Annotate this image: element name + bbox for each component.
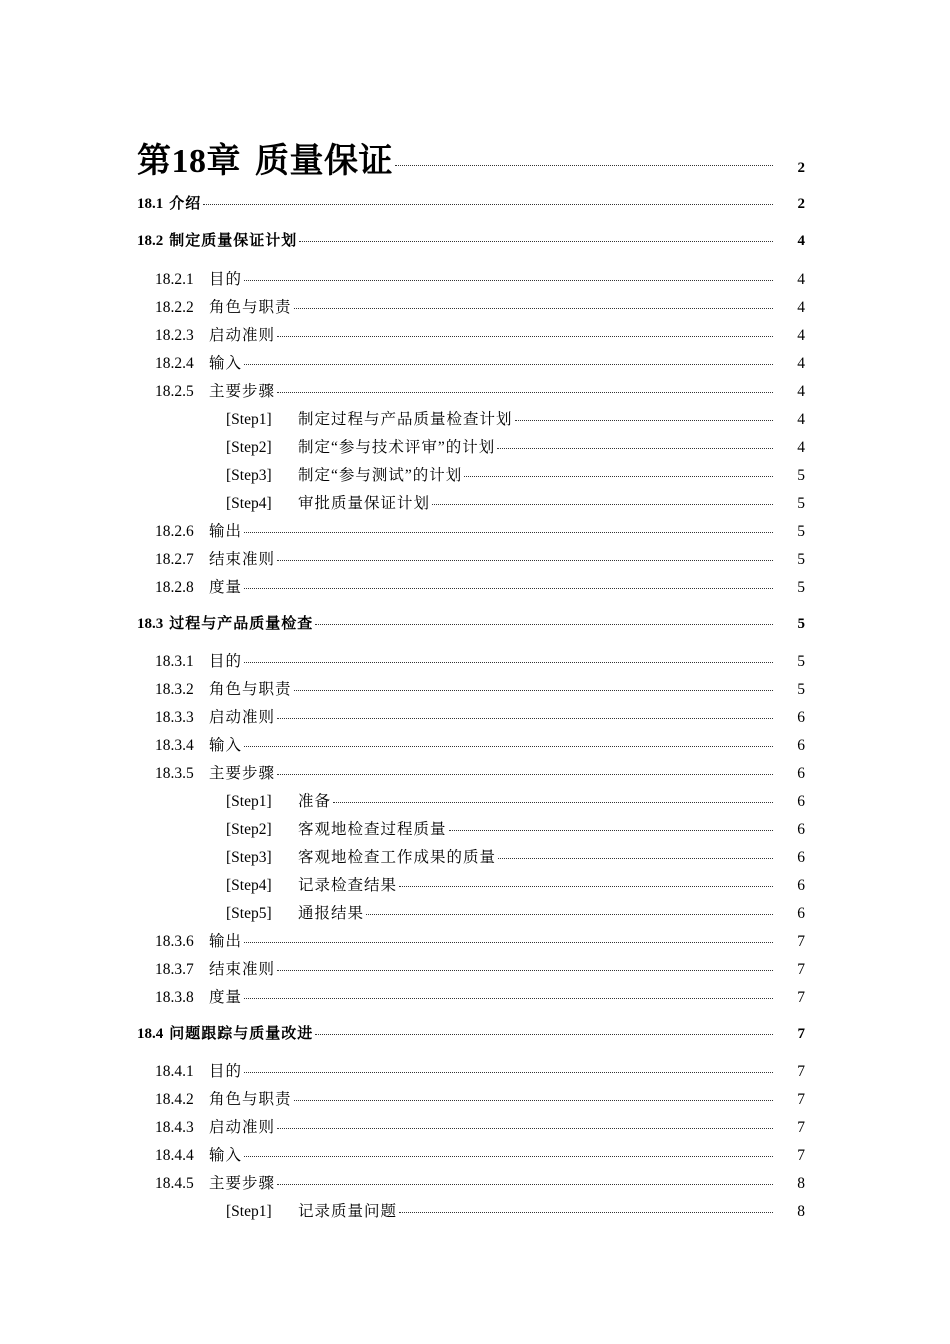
toc-entry[interactable] bbox=[0, 463, 950, 485]
dot-leader bbox=[294, 690, 773, 691]
dot-leader bbox=[244, 280, 773, 281]
toc-entry-page: 7 bbox=[797, 1026, 805, 1042]
toc-entry-title: 主要步骤 bbox=[209, 383, 276, 400]
toc-entry-page: 5 bbox=[797, 467, 805, 484]
toc-entry-number: 18.3.4 bbox=[155, 737, 194, 754]
toc-entry-title: 介绍 bbox=[169, 196, 202, 212]
toc-entry[interactable] bbox=[0, 1115, 950, 1137]
toc-entry-title: 输入 bbox=[209, 1147, 243, 1164]
toc-entry-number: 18.3.2 bbox=[155, 681, 194, 698]
dot-leader bbox=[244, 1156, 773, 1157]
toc-entry[interactable] bbox=[0, 351, 950, 373]
toc-entry[interactable] bbox=[0, 133, 950, 182]
dot-leader bbox=[366, 914, 773, 915]
toc-entry[interactable] bbox=[0, 519, 950, 541]
toc-entry-page: 5 bbox=[797, 523, 805, 540]
toc-entry-page: 4 bbox=[797, 233, 805, 249]
toc-entry-page: 4 bbox=[797, 355, 805, 372]
toc-entry[interactable] bbox=[0, 789, 950, 811]
toc-entry-page: 5 bbox=[797, 616, 805, 632]
toc-entry-title: 客观地检查过程质量 bbox=[298, 821, 447, 838]
toc-entry-number: 18.4.5 bbox=[155, 1175, 194, 1192]
toc-entry-title: 输入 bbox=[209, 355, 243, 372]
toc-entry-number: [Step3] bbox=[226, 849, 272, 866]
toc-entry-title: 目的 bbox=[209, 653, 243, 670]
toc-entry-page: 5 bbox=[797, 653, 805, 670]
toc-entry-title: 记录检查结果 bbox=[298, 877, 398, 894]
toc-entry-title: 角色与职责 bbox=[209, 1091, 292, 1108]
toc-entry-title: 质量保证 bbox=[255, 143, 393, 180]
toc-entry-page: 5 bbox=[797, 495, 805, 512]
dot-leader bbox=[449, 830, 773, 831]
toc-entry-title: 结束准则 bbox=[209, 551, 276, 568]
toc-entry-number: 18.4.2 bbox=[155, 1091, 194, 1108]
toc-entry[interactable] bbox=[0, 929, 950, 951]
toc-entry-title: 制定“参与技术评审”的计划 bbox=[298, 439, 496, 456]
toc-entry-number: [Step4] bbox=[226, 877, 272, 894]
dot-leader bbox=[277, 718, 773, 719]
toc-entry[interactable] bbox=[0, 435, 950, 457]
toc-entry-number: 18.3.6 bbox=[155, 933, 194, 950]
toc-entry-title: 过程与产品质量检查 bbox=[169, 616, 314, 632]
toc-entry-page: 2 bbox=[797, 160, 805, 176]
toc-entry[interactable] bbox=[0, 1171, 950, 1193]
toc-entry-page: 6 bbox=[797, 849, 805, 866]
dot-leader bbox=[277, 336, 773, 337]
dot-leader bbox=[244, 998, 773, 999]
toc-entry-title: 记录质量问题 bbox=[298, 1203, 398, 1220]
toc-entry-page: 7 bbox=[797, 1091, 805, 1108]
toc-entry-page: 6 bbox=[797, 737, 805, 754]
toc-entry-page: 7 bbox=[797, 1063, 805, 1080]
toc-entry-number: 18.1 bbox=[137, 196, 164, 212]
dot-leader bbox=[244, 662, 773, 663]
toc-entry-number: 18.3.5 bbox=[155, 765, 194, 782]
dot-leader bbox=[399, 1212, 773, 1213]
toc-entry-number: [Step2] bbox=[226, 439, 272, 456]
toc-entry-page: 6 bbox=[797, 793, 805, 810]
dot-leader bbox=[277, 970, 773, 971]
dot-leader bbox=[277, 1184, 773, 1185]
dot-leader bbox=[277, 1128, 773, 1129]
toc-entry[interactable] bbox=[0, 733, 950, 755]
toc-entry-number: 18.3.3 bbox=[155, 709, 194, 726]
toc-entry-title: 输出 bbox=[209, 523, 243, 540]
toc-entry[interactable] bbox=[0, 267, 950, 289]
toc-entry-page: 4 bbox=[797, 383, 805, 400]
dot-leader bbox=[277, 774, 773, 775]
toc-entry-number: 18.2.2 bbox=[155, 299, 194, 316]
toc-entry-number: 第18章 bbox=[137, 143, 241, 180]
toc-entry-number: 18.3.7 bbox=[155, 961, 194, 978]
toc-entry[interactable] bbox=[0, 612, 950, 633]
toc-entry-number: [Step4] bbox=[226, 495, 272, 512]
dot-leader bbox=[497, 448, 773, 449]
toc-entry-number: [Step3] bbox=[226, 467, 272, 484]
toc-entry[interactable] bbox=[0, 192, 950, 213]
toc-entry-number: [Step2] bbox=[226, 821, 272, 838]
toc-entry-title: 制定质量保证计划 bbox=[169, 233, 298, 249]
dot-leader bbox=[498, 858, 773, 859]
toc-entry-page: 7 bbox=[797, 1119, 805, 1136]
toc-entry-page: 5 bbox=[797, 579, 805, 596]
toc-entry-title: 客观地检查工作成果的质量 bbox=[298, 849, 497, 866]
toc-entry[interactable] bbox=[0, 1022, 950, 1043]
dot-leader bbox=[244, 588, 773, 589]
dot-leader bbox=[432, 504, 773, 505]
dot-leader bbox=[515, 420, 773, 421]
dot-leader bbox=[299, 241, 773, 242]
toc-entry[interactable] bbox=[0, 901, 950, 923]
toc-entry-title: 主要步骤 bbox=[209, 765, 276, 782]
toc-entry[interactable] bbox=[0, 1087, 950, 1109]
toc-entry-number: 18.2.3 bbox=[155, 327, 194, 344]
toc-entry-page: 6 bbox=[797, 765, 805, 782]
toc-entry-number: 18.3.1 bbox=[155, 653, 194, 670]
toc-entry[interactable] bbox=[0, 1143, 950, 1165]
dot-leader bbox=[399, 886, 773, 887]
toc-entry[interactable] bbox=[0, 547, 950, 569]
toc-entry[interactable] bbox=[0, 957, 950, 979]
toc-entry-number: [Step5] bbox=[226, 905, 272, 922]
dot-leader bbox=[244, 1072, 773, 1073]
dot-leader bbox=[315, 624, 773, 625]
toc-entry-number: 18.2.7 bbox=[155, 551, 194, 568]
toc-entry[interactable] bbox=[0, 761, 950, 783]
toc-entry-page: 4 bbox=[797, 299, 805, 316]
toc-entry-title: 启动准则 bbox=[209, 709, 276, 726]
dot-leader bbox=[395, 165, 773, 166]
toc-entry[interactable] bbox=[0, 1199, 950, 1221]
toc-entry-number: [Step1] bbox=[226, 793, 272, 810]
toc-entry-page: 7 bbox=[797, 1147, 805, 1164]
toc-entry[interactable] bbox=[0, 379, 950, 401]
dot-leader bbox=[464, 476, 773, 477]
toc-entry-title: 主要步骤 bbox=[209, 1175, 276, 1192]
toc-entry-title: 制定过程与产品质量检查计划 bbox=[298, 411, 513, 428]
toc-entry-page: 6 bbox=[797, 709, 805, 726]
toc-entry-title: 制定“参与测试”的计划 bbox=[298, 467, 463, 484]
dot-leader bbox=[277, 560, 773, 561]
dot-leader bbox=[294, 1100, 773, 1101]
toc-entry[interactable] bbox=[0, 817, 950, 839]
toc-entry[interactable] bbox=[0, 705, 950, 727]
toc-entry-number: 18.3.8 bbox=[155, 989, 194, 1006]
toc-entry-page: 5 bbox=[797, 551, 805, 568]
toc-entry-title: 输出 bbox=[209, 933, 243, 950]
toc-entry-number: 18.4.4 bbox=[155, 1147, 194, 1164]
toc-entry-page: 8 bbox=[797, 1203, 805, 1220]
toc-entry-number: 18.2.4 bbox=[155, 355, 194, 372]
toc-entry[interactable] bbox=[0, 649, 950, 671]
toc-entry[interactable] bbox=[0, 873, 950, 895]
toc-entry-title: 准备 bbox=[298, 793, 332, 810]
toc-entry[interactable] bbox=[0, 491, 950, 513]
toc-entry-title: 通报结果 bbox=[298, 905, 365, 922]
dot-leader bbox=[244, 942, 773, 943]
toc-entry-page: 6 bbox=[797, 877, 805, 894]
toc-entry-page: 4 bbox=[797, 411, 805, 428]
toc-entry-number: 18.2 bbox=[137, 233, 164, 249]
dot-leader bbox=[294, 308, 773, 309]
dot-leader bbox=[203, 204, 773, 205]
toc-entry-title: 启动准则 bbox=[209, 327, 276, 344]
toc-entry-title: 角色与职责 bbox=[209, 681, 292, 698]
toc-entry-title: 度量 bbox=[209, 579, 243, 596]
toc-entry-page: 7 bbox=[797, 933, 805, 950]
toc-entry-number: 18.4.3 bbox=[155, 1119, 194, 1136]
toc-entry[interactable] bbox=[0, 229, 950, 250]
toc-entry-number: 18.4.1 bbox=[155, 1063, 194, 1080]
toc-entry[interactable] bbox=[0, 575, 950, 597]
toc-entry-page: 8 bbox=[797, 1175, 805, 1192]
toc-entry-page: 6 bbox=[797, 905, 805, 922]
toc-entry-page: 5 bbox=[797, 681, 805, 698]
toc-entry-page: 4 bbox=[797, 439, 805, 456]
toc-entry[interactable] bbox=[0, 985, 950, 1007]
toc-entry-page: 4 bbox=[797, 271, 805, 288]
toc-entry-number: [Step1] bbox=[226, 411, 272, 428]
toc-entry-page: 7 bbox=[797, 961, 805, 978]
dot-leader bbox=[315, 1034, 773, 1035]
toc-entry[interactable] bbox=[0, 677, 950, 699]
toc-entry-number: 18.3 bbox=[137, 616, 164, 632]
toc-entry-number: 18.2.6 bbox=[155, 523, 194, 540]
toc-entry-title: 审批质量保证计划 bbox=[298, 495, 431, 512]
toc-entry-title: 目的 bbox=[209, 271, 243, 288]
toc-entry-title: 输入 bbox=[209, 737, 243, 754]
toc-entry[interactable] bbox=[0, 407, 950, 429]
toc-entry-title: 问题跟踪与质量改进 bbox=[169, 1026, 314, 1042]
toc-entry-page: 6 bbox=[797, 821, 805, 838]
toc-entry-title: 启动准则 bbox=[209, 1119, 276, 1136]
toc-entry-number: 18.4 bbox=[137, 1026, 164, 1042]
toc-entry-title: 角色与职责 bbox=[209, 299, 292, 316]
dot-leader bbox=[277, 392, 773, 393]
toc-entry[interactable] bbox=[0, 1059, 950, 1081]
toc-entry[interactable] bbox=[0, 845, 950, 867]
toc-entry-page: 2 bbox=[797, 196, 805, 212]
dot-leader bbox=[244, 532, 773, 533]
toc-entry-page: 4 bbox=[797, 327, 805, 344]
dot-leader bbox=[244, 746, 773, 747]
toc-entry[interactable] bbox=[0, 295, 950, 317]
dot-leader bbox=[244, 364, 773, 365]
toc-entry-title: 结束准则 bbox=[209, 961, 276, 978]
toc-entry-number: 18.2.1 bbox=[155, 271, 194, 288]
toc-entry[interactable] bbox=[0, 323, 950, 345]
toc-entry-title: 度量 bbox=[209, 989, 243, 1006]
toc-entry-number: 18.2.8 bbox=[155, 579, 194, 596]
toc-entry-number: 18.2.5 bbox=[155, 383, 194, 400]
toc-entry-number: [Step1] bbox=[226, 1203, 272, 1220]
toc-entry-title: 目的 bbox=[209, 1063, 243, 1080]
toc-entry-page: 7 bbox=[797, 989, 805, 1006]
dot-leader bbox=[333, 802, 773, 803]
